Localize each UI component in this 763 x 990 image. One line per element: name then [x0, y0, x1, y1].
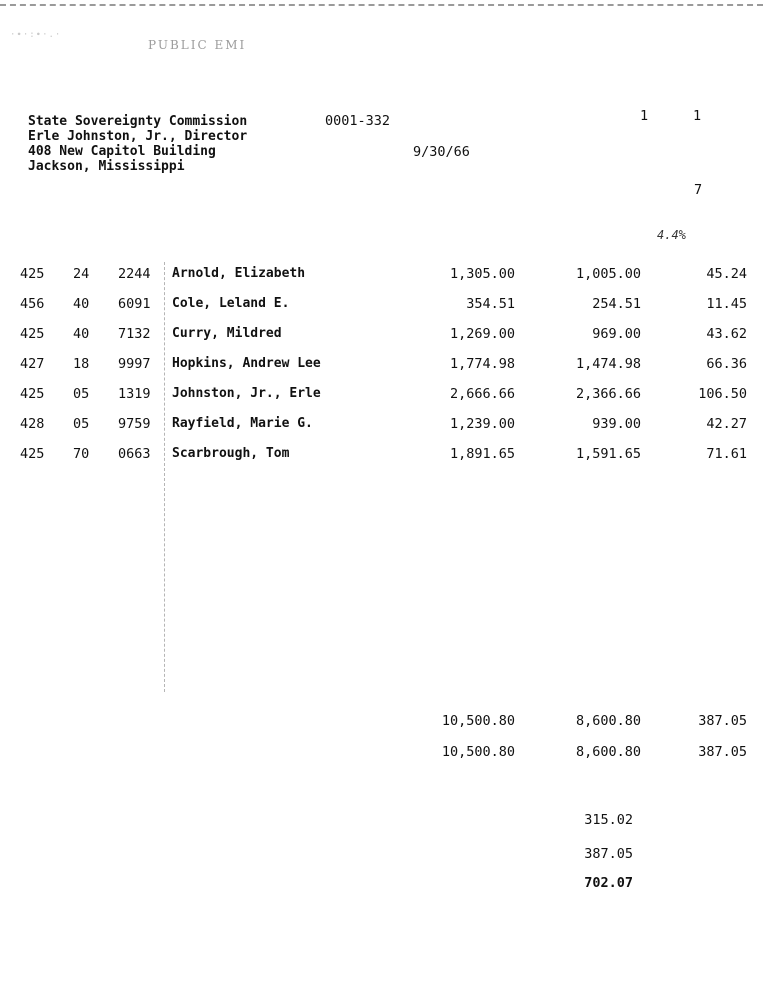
county-code: 70 [73, 446, 90, 462]
total-wages: 1,239.00 [449, 416, 515, 432]
employee-name: Curry, Mildred [172, 326, 282, 341]
ssn-suffix: 9997 [118, 356, 151, 372]
total-wages: 2,666.66 [449, 386, 515, 402]
state-code: 427 [20, 356, 45, 372]
employee-name: Hopkins, Andrew Lee [172, 356, 321, 371]
contribution: 45.24 [706, 266, 747, 282]
table-row [0, 446, 763, 466]
total-wages-sum: 10,500.80 [441, 744, 515, 760]
ssn-suffix: 9759 [118, 416, 151, 432]
taxable-wages: 1,474.98 [575, 356, 641, 372]
total-wages: 1,774.98 [449, 356, 515, 372]
contribution-sum: 387.05 [698, 744, 747, 760]
totals-row [0, 744, 763, 764]
employee-name: Arnold, Elizabeth [172, 266, 306, 281]
total-wages: 1,305.00 [449, 266, 515, 282]
ssn-suffix: 1319 [118, 386, 151, 402]
state-code: 425 [20, 386, 45, 402]
contribution: 71.61 [706, 446, 747, 462]
taxable-wages: 254.51 [592, 296, 641, 312]
table-row [0, 266, 763, 286]
state-code: 456 [20, 296, 45, 312]
totals-row [0, 713, 763, 733]
faint-stamp: ·∙·:∙·.· [10, 30, 62, 40]
total-wages-sum: 10,500.80 [441, 713, 515, 729]
county-code: 24 [73, 266, 90, 282]
taxable-wages: 1,591.65 [575, 446, 641, 462]
contribution: 43.62 [706, 326, 747, 342]
account-code: 0001-332 [325, 113, 391, 129]
employer-address [28, 114, 247, 174]
contribution: 106.50 [698, 386, 747, 402]
ssn-suffix: 6091 [118, 296, 151, 312]
state-code: 425 [20, 326, 45, 342]
table-row [0, 296, 763, 316]
county-code: 18 [73, 356, 90, 372]
summary-total: 702.07 [584, 875, 633, 891]
perforation-line [0, 4, 763, 6]
employee-name: Johnston, Jr., Erle [172, 386, 321, 401]
director-line: Erle Johnston, Jr., Director [28, 129, 248, 144]
contribution: 11.45 [706, 296, 747, 312]
county-code: 05 [73, 386, 90, 402]
table-row [0, 356, 763, 376]
total-wages: 1,891.65 [449, 446, 515, 462]
total-wages: 354.51 [466, 296, 515, 312]
county-code: 40 [73, 296, 90, 312]
table-row [0, 386, 763, 406]
taxable-wages: 939.00 [592, 416, 641, 432]
taxable-wages: 969.00 [592, 326, 641, 342]
contribution: 42.27 [706, 416, 747, 432]
employee-name: Rayfield, Marie G. [172, 416, 313, 431]
ssn-suffix: 7132 [118, 326, 151, 342]
building-line: 408 New Capitol Building [28, 144, 216, 159]
summary-value-2: 387.05 [584, 846, 633, 862]
table-row [0, 416, 763, 436]
org-name: State Sovereignty Commission [28, 114, 248, 129]
state-code: 425 [20, 446, 45, 462]
employee-name: Cole, Leland E. [172, 296, 290, 311]
county-code: 05 [73, 416, 90, 432]
taxable-wages: 1,005.00 [575, 266, 641, 282]
page-number-a: 1 [640, 108, 649, 124]
total-wages: 1,269.00 [449, 326, 515, 342]
form-heading: PUBLIC EMI [148, 38, 247, 52]
city-line: Jackson, Mississippi [28, 159, 185, 174]
state-code: 428 [20, 416, 45, 432]
contribution-sum: 387.05 [698, 713, 747, 729]
taxable-wages-sum: 8,600.80 [575, 713, 641, 729]
handwritten-mark: 4.4% [657, 228, 686, 242]
taxable-wages-sum: 8,600.80 [575, 744, 641, 760]
taxable-wages: 2,366.66 [575, 386, 641, 402]
state-code: 425 [20, 266, 45, 282]
contribution: 66.36 [706, 356, 747, 372]
table-row [0, 326, 763, 346]
employee-count: 7 [694, 182, 703, 198]
employee-name: Scarbrough, Tom [172, 446, 290, 461]
ssn-suffix: 0663 [118, 446, 151, 462]
page-number-b: 1 [693, 108, 702, 124]
ssn-suffix: 2244 [118, 266, 151, 282]
summary-value-1: 315.02 [584, 812, 633, 828]
report-date: 9/30/66 [413, 144, 470, 160]
county-code: 40 [73, 326, 90, 342]
